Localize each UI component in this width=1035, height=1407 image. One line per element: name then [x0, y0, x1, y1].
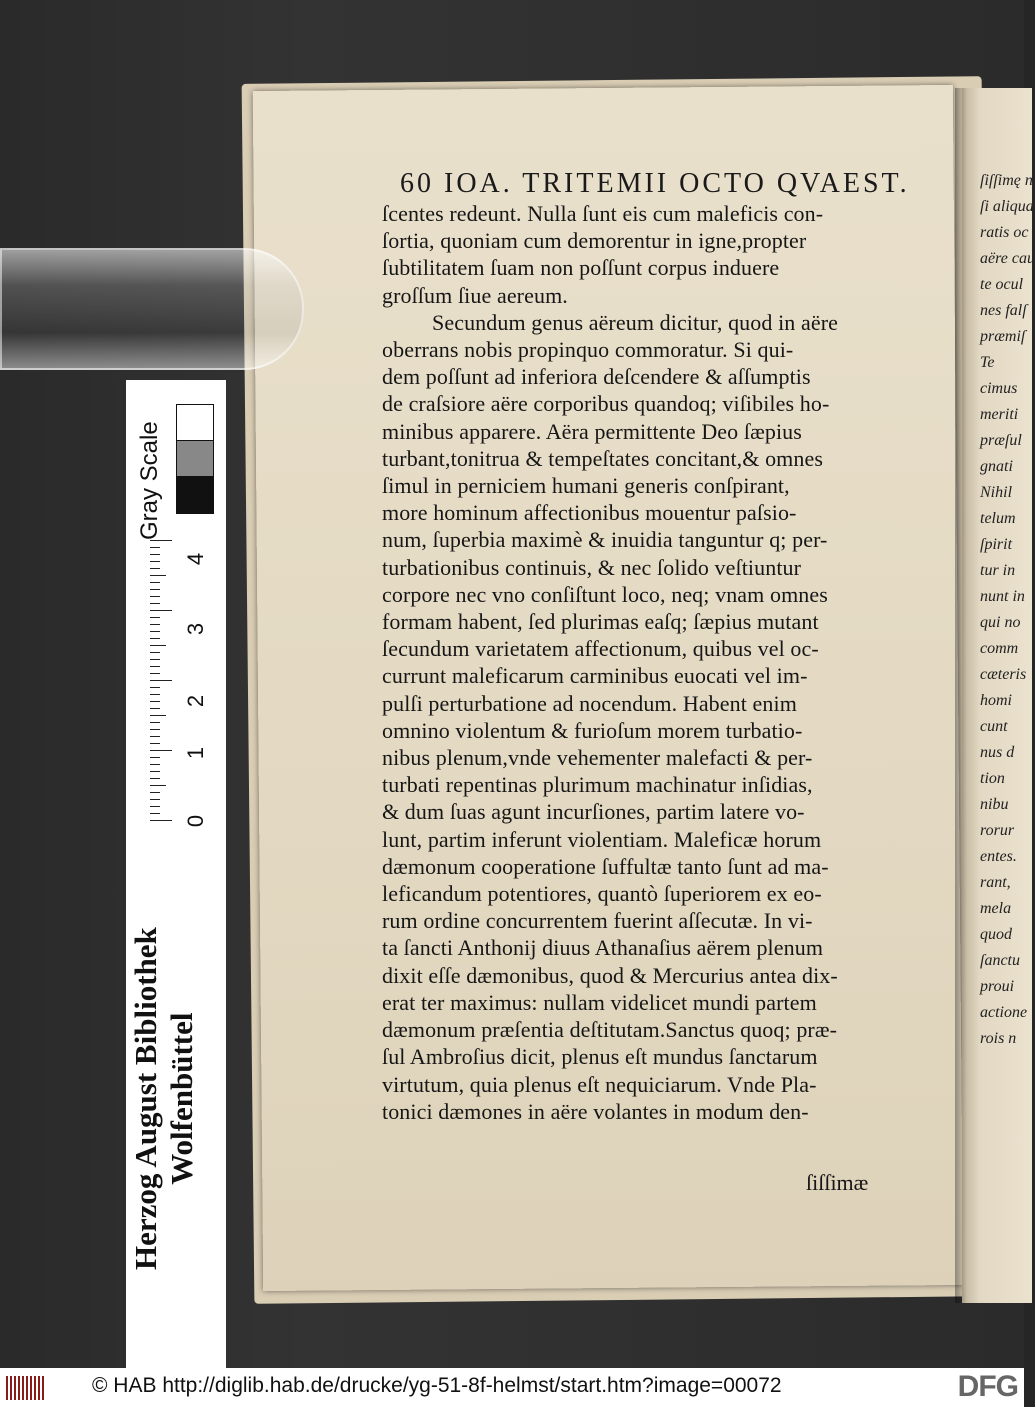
ruler-tick [150, 722, 160, 723]
next-page-fragment: præſul [980, 432, 1022, 449]
ruler-tick [150, 708, 160, 709]
ruler-label-block [118, 680, 238, 1280]
ruler-tick [150, 673, 160, 674]
ruler-tick [150, 561, 160, 562]
next-page-fragment: proui [980, 978, 1015, 995]
next-page-text [980, 168, 1035, 1052]
gray-scale-label: Gray Scale [136, 421, 163, 540]
ruler-tick [150, 750, 172, 751]
text-line: erat ter maximus: nullam videlicet mundi partem [382, 989, 817, 1015]
ruler-tick [150, 540, 172, 541]
next-page-fragment: rant, [980, 874, 1011, 891]
text-line: corpore nec vno conſiſtunt loco, neq; vnam omnes [382, 581, 828, 607]
tick-label-1: 1 [183, 746, 209, 760]
ruler-tick [150, 666, 160, 667]
next-page-fragment: actione [980, 1004, 1028, 1021]
next-page-fragment: nes falſ [980, 302, 1027, 319]
next-page-fragment: mela [980, 900, 1012, 917]
ruler-tick [150, 610, 172, 611]
next-page-fragment: aëre cau [980, 250, 1035, 267]
running-head: 60 IOA. TRITEMII OCTO QVAEST. [400, 168, 910, 199]
ruler-tick [150, 701, 160, 702]
next-page-fragment: cimus [980, 380, 1018, 397]
text-line: lunt, partim inferunt violentiam. Maleficæ horum [382, 826, 822, 852]
next-page-fragment: te ocul [980, 276, 1024, 293]
ruler-tick [150, 659, 160, 660]
text-line: tonici dæmones in aëre volantes in modum den- [382, 1098, 809, 1124]
ruler-tick [150, 757, 160, 758]
text-line: leficandum potentiores, quantò ſuperiorem ex eo- [382, 881, 822, 907]
institution-name: Herzog August Bibliothek [128, 927, 163, 1270]
next-page-fragment: rois n [980, 1030, 1017, 1047]
ruler-tick [150, 554, 160, 555]
next-page-fragment: rorur [980, 822, 1015, 839]
ruler-tick [150, 785, 166, 786]
text-line: omnino violentum & furioſum morem turbatio- [382, 717, 803, 743]
ruler-tick [150, 596, 160, 597]
text-line: turbationibus continuis, & nec ſolido veſtiuntur [382, 554, 802, 580]
tick-label-3: 3 [183, 622, 209, 636]
ruler-tick [150, 778, 160, 779]
ruler-tick [150, 806, 160, 807]
footer-copyright: © HAB http://diglib.hab.de/drucke/yg-51-8f-helmst/start.htm?image=00072 [92, 1374, 782, 1397]
next-page-fragment: ratis oc [980, 224, 1029, 241]
text-line: num, ſuperbia maximè & inuidia tanguntur q; per- [382, 527, 828, 553]
next-page-fragment: præmiſ [980, 328, 1026, 345]
dfg-logo: DFG [957, 1370, 1018, 1403]
text-line: turbant,tonitrua & tempeſtates concitant,& omnes [382, 445, 824, 471]
tick-label-2: 2 [183, 694, 209, 708]
next-page-fragment: gnati [980, 458, 1013, 475]
page-body [382, 200, 922, 1125]
ruler-tick [150, 624, 160, 625]
footer-bar [0, 1368, 1024, 1407]
ruler-tick [150, 715, 166, 716]
next-page-fragment: homi [980, 692, 1012, 709]
ruler-tick [150, 771, 160, 772]
ruler-tick [150, 568, 160, 569]
ruler-tick [150, 547, 160, 548]
institution-city: Wolfenbüttel [164, 1012, 199, 1185]
ruler-tick [150, 799, 160, 800]
text-line: ta ſancti Anthonij diuus Athanaſius aërem plenum [382, 935, 824, 961]
next-page-fragment: quod [980, 926, 1012, 943]
text-line: dem poſſunt ad inferiora deſcendere & aſſumptis [382, 364, 811, 390]
text-line: dæmonum cooperatione ſuffultæ tanto ſunt ad ma- [382, 853, 829, 879]
text-line: pulſi perturbatione ad nocendum. Habent enim [382, 690, 797, 716]
next-page-fragment: ſpirit [980, 536, 1013, 553]
text-line: formam habent, ſed plurimas eaſq; ſæpius mutant [382, 609, 819, 635]
next-page-fragment: telum [980, 510, 1016, 527]
next-page-fragment: comm [980, 640, 1019, 657]
ruler-tick [150, 617, 160, 618]
ruler-tick [150, 729, 160, 730]
next-page-fragment: meriti [980, 406, 1019, 423]
ruler-tick [150, 645, 166, 646]
text-line: groſſum ſiue aereum. [382, 282, 568, 308]
text-line: & dum ſuas agunt incurſiones, partim latere vo- [382, 799, 805, 825]
next-page-fragment: Nihil [980, 484, 1013, 501]
next-page-fragment: nus d [980, 744, 1015, 761]
text-line: Secundum genus aëreum dicitur, quod in aëre [432, 309, 839, 335]
next-page-fragment: tur in [980, 562, 1016, 579]
tick-label-0: 0 [183, 814, 209, 828]
ruler-tick [150, 813, 160, 814]
text-line: ſecundum varietatem affectionum, quibus vel oc- [382, 636, 819, 662]
hab-logo-icon [6, 1376, 46, 1400]
tick-label-4: 4 [183, 552, 209, 566]
text-line: more hominum affectionibus mouentur paſsio- [382, 500, 797, 526]
ruler-tick [150, 694, 160, 695]
ruler-tick [150, 764, 160, 765]
ruler-tick [150, 575, 166, 576]
ruler-tick [150, 638, 160, 639]
text-line: minibus apparere. Aëra permittente Deo ſæpius [382, 418, 802, 444]
text-line: virtutum, quia plenus eſt nequiciarum. Vnde Pla- [382, 1071, 817, 1097]
next-page-fragment: entes. [980, 848, 1017, 865]
ruler-tick [150, 743, 160, 744]
next-page-fragment: ſiſſimę n [980, 172, 1033, 189]
text-line: ſimul in perniciem humani generis conſpirant, [382, 473, 790, 499]
ruler-tick [150, 680, 172, 681]
next-page-fragment: tion [980, 770, 1005, 787]
swatch-black [176, 476, 214, 514]
ruler-tick [150, 603, 160, 604]
gutter-shadow [955, 88, 967, 1303]
next-page-fragment: nunt in [980, 588, 1025, 605]
text-line: rum ordine concurrentem fuerint aſſecutæ. In vi- [382, 908, 813, 934]
next-page-fragment: cunt [980, 718, 1008, 735]
text-line: de craſsiore aëre corporibus quandoq; viſibiles ho- [382, 391, 830, 417]
ruler-tick [150, 582, 160, 583]
swatch-gray [176, 440, 214, 478]
next-page-fragment: ſi aliqua [980, 198, 1034, 215]
text-line: turbati repentinas plurimum machinatur inſidias, [382, 772, 813, 798]
next-page-fragment: cæteris [980, 666, 1027, 683]
text-line: oberrans nobis propinquo commoratur. Si qui- [382, 337, 794, 363]
ruler-tick [150, 687, 160, 688]
ruler-tick [150, 820, 172, 821]
glass-page-holder [0, 248, 304, 370]
text-line: ſortia, quoniam cum demorentur in igne,propter [382, 228, 807, 254]
ruler-tick [150, 631, 160, 632]
swatch-white [176, 404, 214, 442]
text-line: nibus plenum,vnde vehementer malefacti & per- [382, 745, 813, 771]
ruler-tick [150, 589, 160, 590]
ruler-tick [150, 736, 160, 737]
ruler-tick [150, 792, 160, 793]
catchword: ſiſſimæ [806, 1170, 869, 1195]
next-page-fragment: Te [980, 354, 995, 371]
text-line: ſcentes redeunt. Nulla ſunt eis cum maleficis con- [382, 201, 824, 226]
next-page-fragment: qui no [980, 614, 1021, 631]
text-line: dixit eſſe dæmonibus, quod & Mercurius antea dix- [382, 962, 838, 988]
ruler-tick [150, 652, 160, 653]
text-line: ſubtilitatem ſuam non poſſunt corpus induere [382, 255, 780, 281]
next-page-fragment: nibu [980, 796, 1009, 813]
text-line: currunt maleficarum carminibus euocati vel im- [382, 663, 808, 689]
text-line: ſul Ambroſius dicit, plenus eſt mundus ſanctarum [382, 1044, 818, 1070]
text-line: dæmonum præſentia deſtitutam.Sanctus quoq; præ- [382, 1017, 838, 1043]
next-page-fragment: ſanctu [980, 952, 1020, 969]
